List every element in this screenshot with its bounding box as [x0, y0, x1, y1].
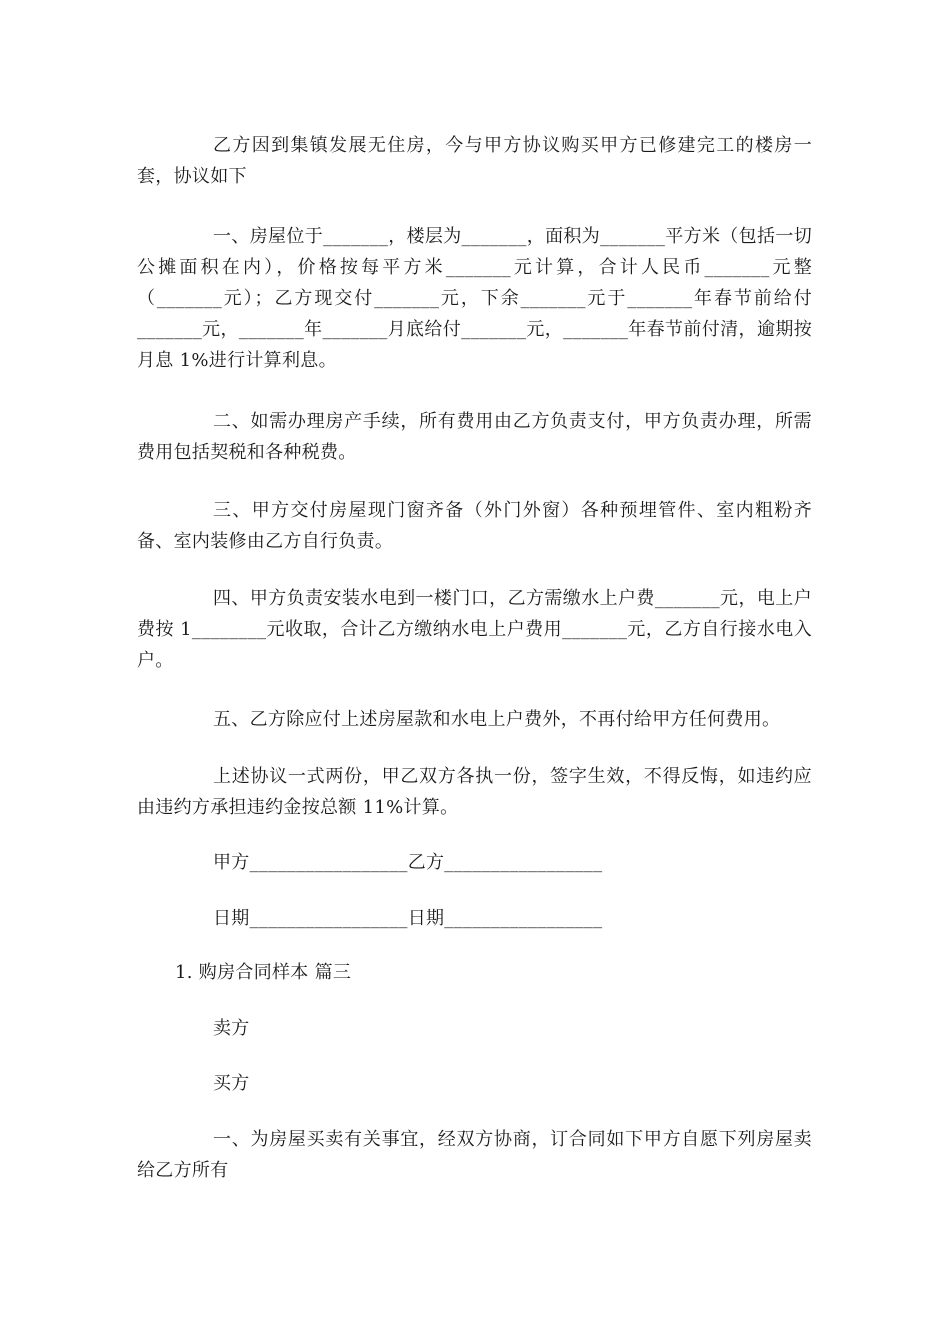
- clause-4-paragraph: 四、甲方负责安装水电到一楼门口，乙方需缴水上户费_______元，电上户费按 1________元收取，合计乙方缴纳水电上户费用_______元，乙方自行接水电入户。: [137, 588, 812, 671]
- clause-5-paragraph: 五、乙方除应付上述房屋款和水电上户费外，不再付给甲方任何费用。: [213, 709, 781, 730]
- intro-paragraph: 乙方因到集镇发展无住房，今与甲方协议购买甲方已修建完工的楼房一套，协议如下: [137, 135, 812, 187]
- date-line: 日期_________________日期_________________: [213, 908, 603, 929]
- buyer-label: 买方: [213, 1073, 250, 1094]
- seller-label: 卖方: [213, 1018, 250, 1039]
- contract-clause-1-paragraph: 一、为房屋买卖有关事宜，经双方协商，订合同如下甲方自愿下列房屋卖给乙方所有: [137, 1129, 812, 1181]
- signature-line: 甲方_________________乙方_________________: [213, 852, 603, 873]
- clause-2-paragraph: 二、如需办理房产手续，所有费用由乙方负责支付，甲方负责办理，所需费用包括契税和各种税费。: [137, 411, 812, 463]
- clause-3-paragraph: 三、甲方交付房屋现门窗齐备（外门外窗）各种预埋管件、室内粗粉齐备、室内装修由乙方自行负责。: [137, 500, 812, 552]
- clause-1-paragraph: 一、房屋位于_______，楼层为_______，面积为_______平方米（包括一切公摊面积在内），价格按每平方米_______元计算，合计人民币_______元整（_______元）；乙方现交付_______元，下余_______元于_______年春节前给付_______元，_______年_______月底给付_______元，_______年春节前付清，逾期按月息 1%进行计算利息。: [137, 226, 812, 371]
- closing-paragraph: 上述协议一式两份，甲乙双方各执一份，签字生效，不得反悔，如违约应由违约方承担违约金按总额 11%计算。: [137, 766, 812, 818]
- section-heading: 1. 购房合同样本 篇三: [175, 962, 352, 983]
